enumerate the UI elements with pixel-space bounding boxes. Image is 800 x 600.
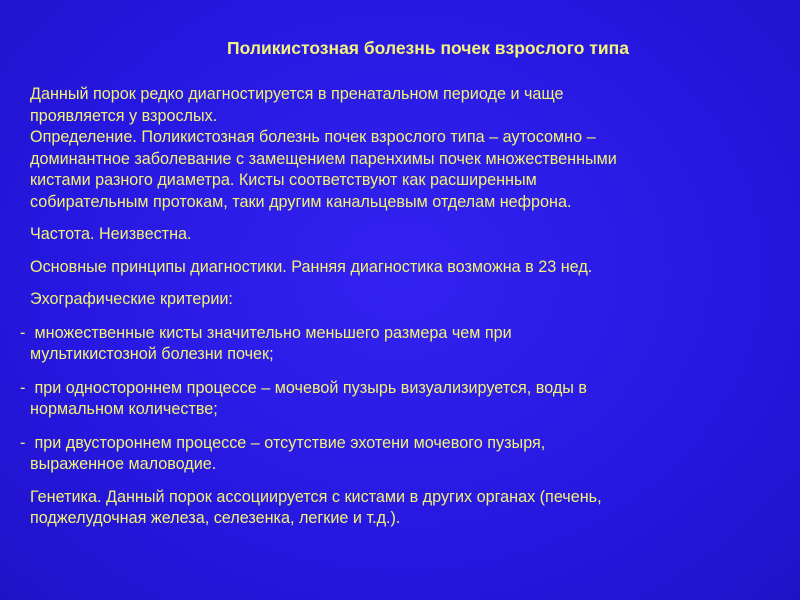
slide-title: Поликистозная болезнь почек взрослого типа <box>227 38 629 58</box>
criteria-bullet-2 <box>20 378 780 421</box>
genetics-line-1: Генетика. Данный порок ассоциируется с кистами в других органах (печень, <box>30 487 602 506</box>
slide-body <box>20 84 780 530</box>
definition-line-1: Определение. Поликистозная болезнь почек взрослого типа – аутосомно – <box>30 128 596 146</box>
intro-line-2: проявляется у взрослых. <box>30 106 218 125</box>
frequency-paragraph: Частота. Неизвестна. <box>30 225 192 243</box>
diagnostics-paragraph: Основные принципы диагностики. Ранняя диагностика возможна в 23 нед. <box>30 257 593 276</box>
echo-criteria-heading: Эхографические критерии: <box>30 290 233 308</box>
genetics-line-2: поджелудочная железа, селезенка, легкие и т.д.). <box>30 509 401 527</box>
bullet-dash: - <box>20 378 26 397</box>
intro-line-1: Данный порок редко диагностируется в пренатальном периоде и чаще <box>30 85 564 103</box>
bullet-1-line-2: мультикистозной болезни почек; <box>30 345 274 363</box>
bullet-1-line-1: множественные кисты значительно меньшего размера чем при <box>34 323 512 342</box>
bullet-3-line-2: выраженное маловодие. <box>30 455 217 473</box>
definition-line-3: кистами разного диаметра. Кисты соответствуют как расширенным <box>30 171 537 189</box>
intro-paragraph <box>30 84 780 127</box>
bullet-dash: - <box>20 433 26 452</box>
criteria-bullet-1 <box>20 323 780 366</box>
definition-paragraph <box>30 127 780 213</box>
bullet-dash: - <box>20 323 26 342</box>
bullet-2-line-2: нормальном количестве; <box>30 400 218 418</box>
definition-line-2: доминантное заболевание с замещением паренхимы почек множественными <box>30 149 617 168</box>
bullet-3-line-1: при двустороннем процессе – отсутствие эхотени мочевого пузыря, <box>34 433 546 452</box>
definition-line-4: собирательным протокам, таки другим канальцевым отделам нефрона. <box>30 192 572 211</box>
bullet-2-line-1: при одностороннем процессе – мочевой пузырь визуализируется, воды в <box>34 378 588 397</box>
genetics-paragraph <box>30 487 780 530</box>
criteria-bullet-3 <box>20 433 780 476</box>
